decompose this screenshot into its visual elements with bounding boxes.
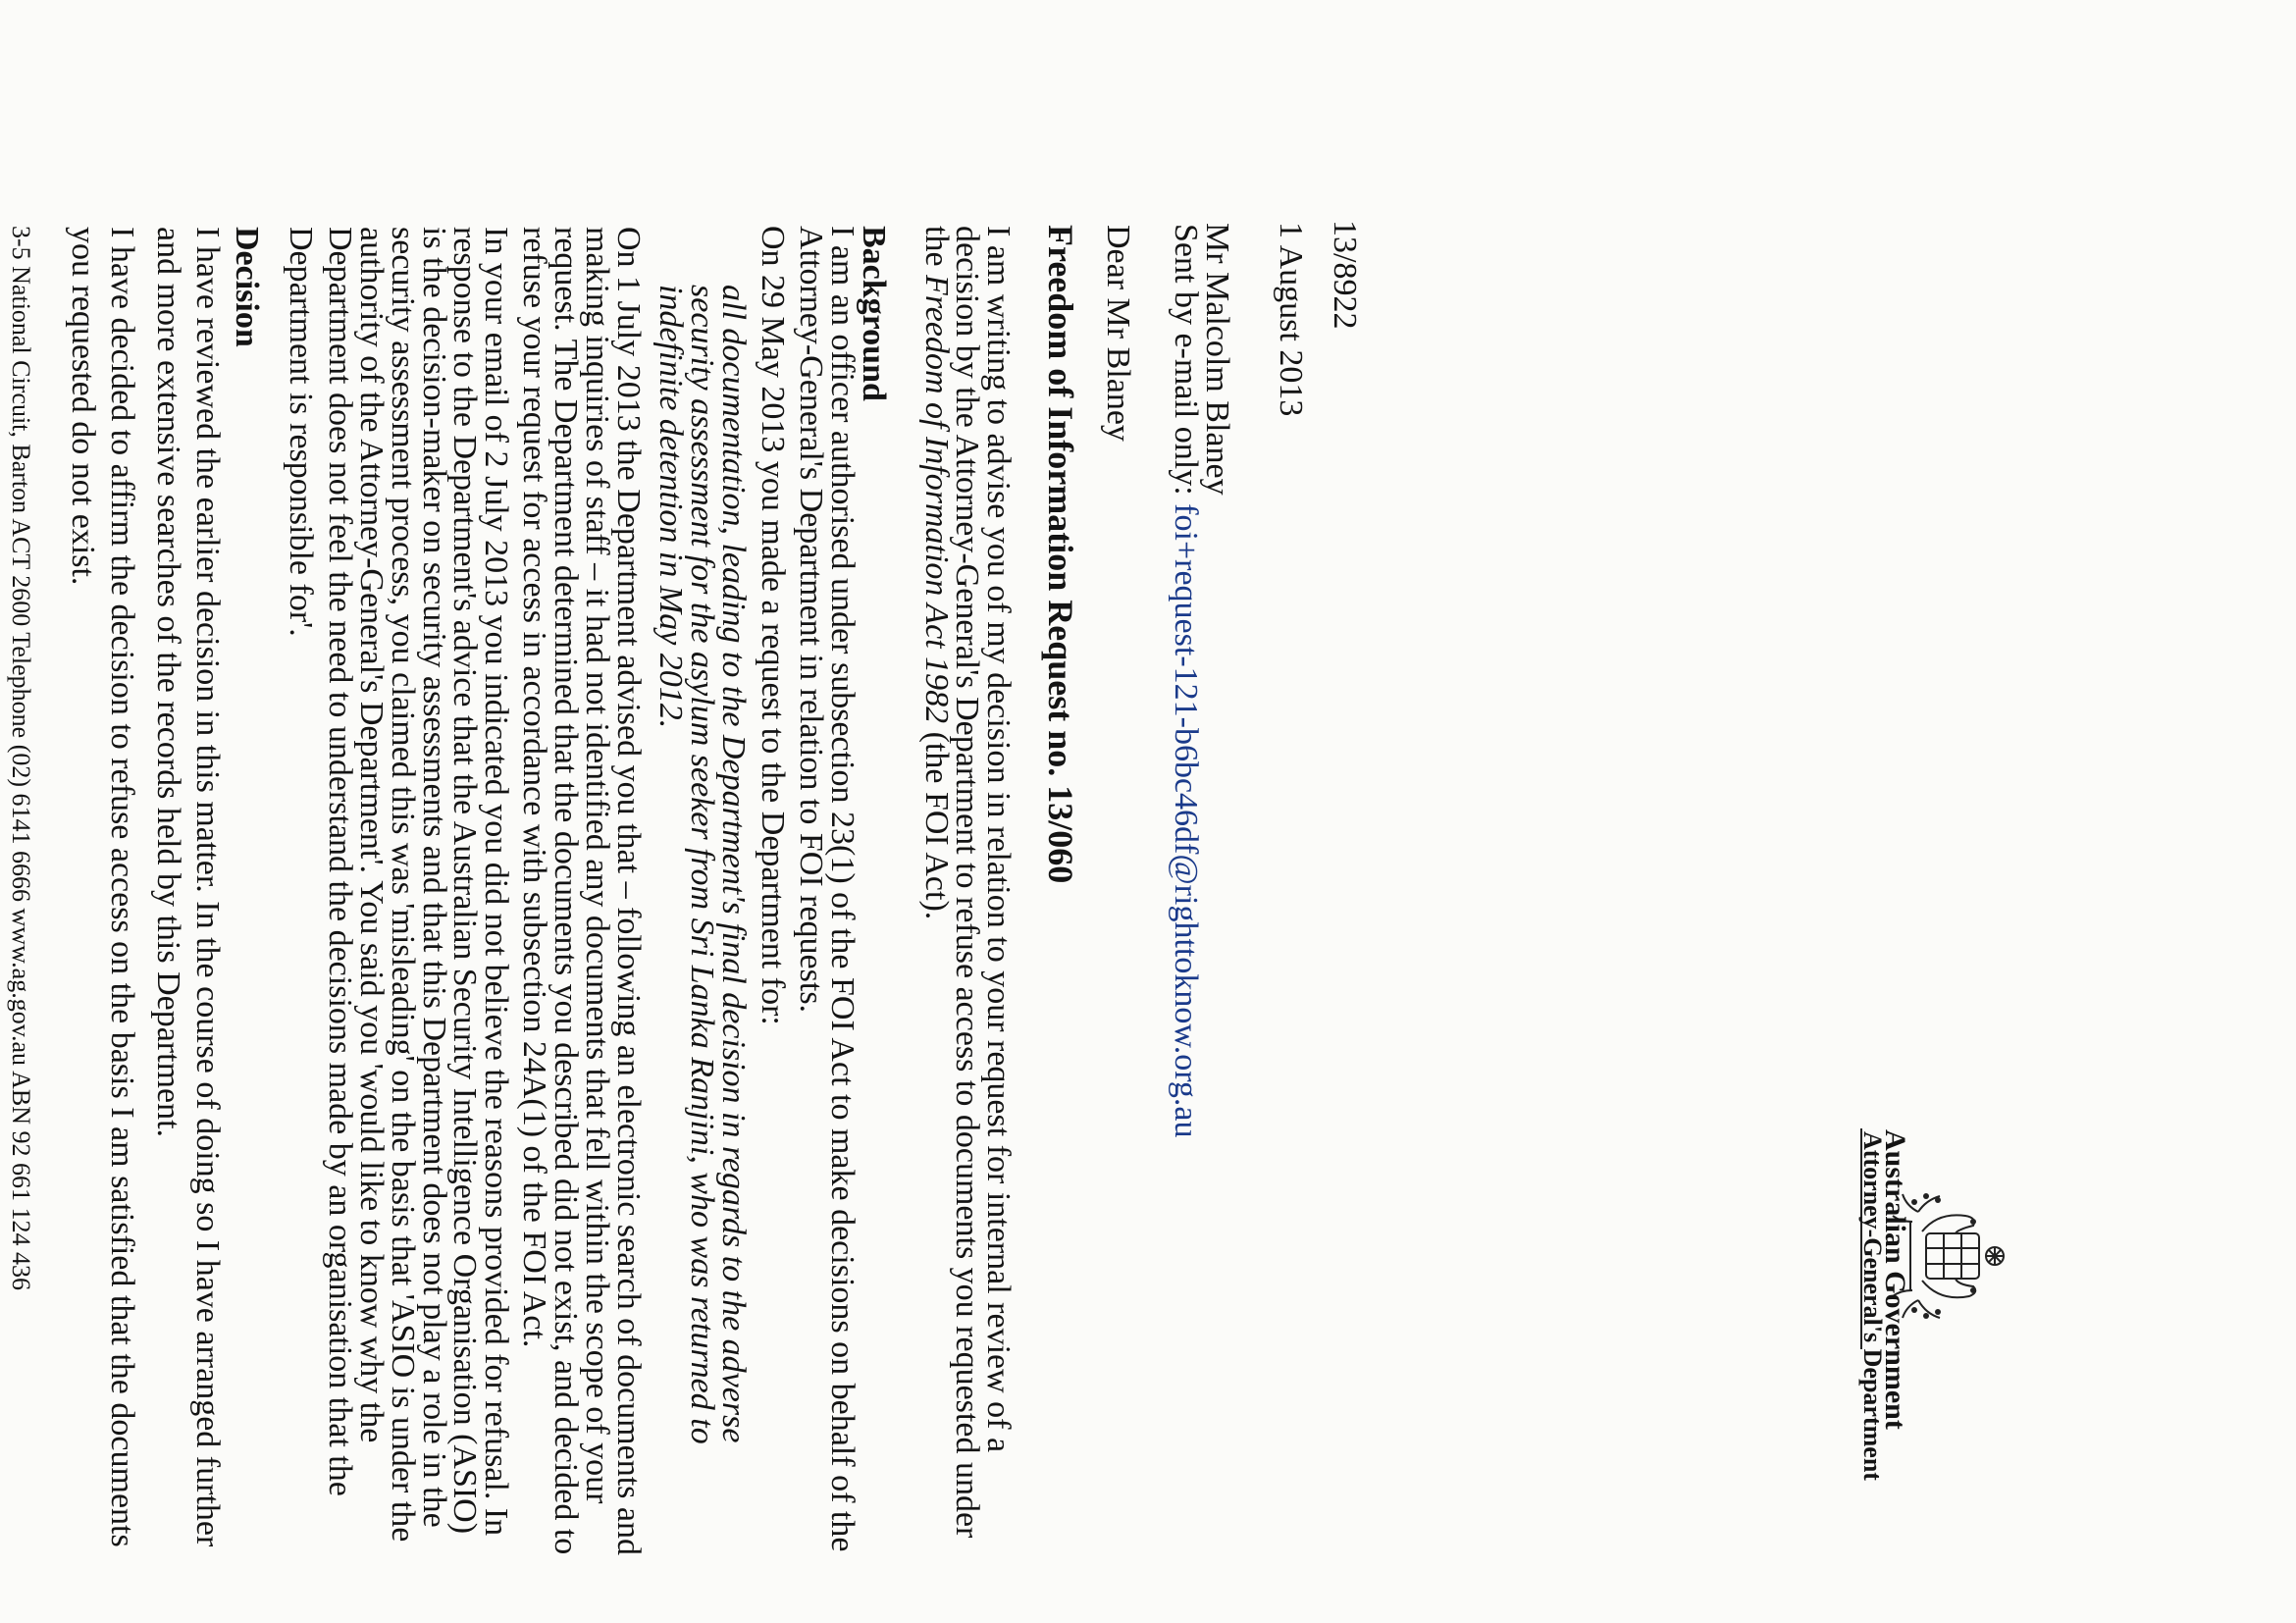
background-p4-line-7: Department is responsible for'. — [283, 227, 320, 637]
background-p1-line-2: Attorney-General's Department in relation to FOI requests. — [793, 226, 830, 1014]
background-p3-line-4: refuse your request for access in accordance with subsection 24A(1) of the FOI Act. — [516, 227, 553, 1348]
intro-line-3-prefix: the — [917, 226, 955, 276]
background-p3-line-2: making inquiries of staff – it had not identified any documents that fell within the scope of your — [578, 227, 615, 1504]
salutation: Dear Mr Blaney — [1099, 225, 1136, 442]
recipient-name: Mr Malcolm Blaney — [1198, 223, 1235, 496]
background-p4-line-6: Department does not feel the need to understand the decisions made by an organisation that the — [322, 227, 359, 1496]
decision-heading: Decision — [229, 227, 266, 347]
background-p4-line-2: response to the Department's advice that the Australian Security Intelligence Organisation (ASIO) — [446, 227, 484, 1535]
footer-contact: 3-5 National Circuit, Barton ACT 2600 Telephone (02) 6141 6666 www.ag.gov.au ABN 92 661 124 436 — [7, 226, 36, 1291]
reference-number: 13/8922 — [1327, 220, 1364, 330]
delivery-label: Sent by e-mail only: — [1168, 224, 1205, 504]
intro-line-3-suffix: (the FOI Act). — [917, 723, 955, 920]
background-heading: Background — [856, 226, 893, 401]
decision-p1-line-1: I have reviewed the earlier decision in this matter. In the course of doing so I have arranged further — [189, 227, 227, 1547]
background-p4-line-3: is the decision-maker on security assessments and that this Department does not play a role in the — [415, 227, 452, 1528]
background-p4-line-4: security assessment process, you claimed this was 'misleading' on the basis that 'ASIO is under the — [384, 227, 421, 1543]
background-p1-line-1: I am an officer authorised under subsection 23(1) of the FOI Act to make decisions on behalf of the — [824, 226, 861, 1552]
background-p3-line-1: On 1 July 2013 the Department advised you that – following an electronic search of documents and — [609, 227, 647, 1555]
quote-line-2: security assessment for the asylum seeker from Sri Lanka Ranjini, who was returned to — [684, 285, 721, 1444]
quote-line-3: indefinite detention in May 2012. — [652, 285, 690, 729]
letter-date: 1 August 2013 — [1272, 222, 1309, 417]
background-p4-line-1: In your email of 2 July 2013 you indicated you did not believe the reasons provided for refusal. In — [478, 227, 515, 1537]
background-p2-line-1: On 29 May 2013 you made a request to the Department for: — [754, 226, 791, 1025]
intro-line-1: I am writing to advise you of my decision in relation to your request for internal review of a — [980, 226, 1018, 1453]
request-heading: Freedom of Information Request no. 13/060 — [1040, 225, 1080, 884]
decision-p2-line-1: I have decided to affirm the decision to refuse access on the basis I am satisfied that the documents — [104, 227, 141, 1547]
quote-line-1: all documentation, leading to the Department's final decision in regards to the adverse — [714, 285, 752, 1443]
decision-p2-line-2: you requested do not exist. — [65, 227, 102, 586]
act-title: Freedom of Information Act 1982 — [917, 275, 955, 724]
agency-line-2: Attorney-General's Department — [1857, 1131, 1887, 1481]
intro-line-2: decision by the Attorney-General's Department to refuse access to documents you requested under — [949, 226, 986, 1539]
background-p3-line-3: request. The Department determined that the documents you described did not exist, and decided to — [548, 227, 585, 1555]
recipient-email-link[interactable]: foi+request-121-b6bc46df@righttoknow.org.au — [1168, 503, 1205, 1138]
background-p4-line-5: authority of the Attorney-General's Department'. You said you 'would like to know why the — [353, 227, 391, 1443]
decision-p1-line-2: and more extensive searches of the records held by this Department. — [150, 227, 187, 1138]
agency-line-1: Australian Government — [1879, 1129, 1912, 1430]
